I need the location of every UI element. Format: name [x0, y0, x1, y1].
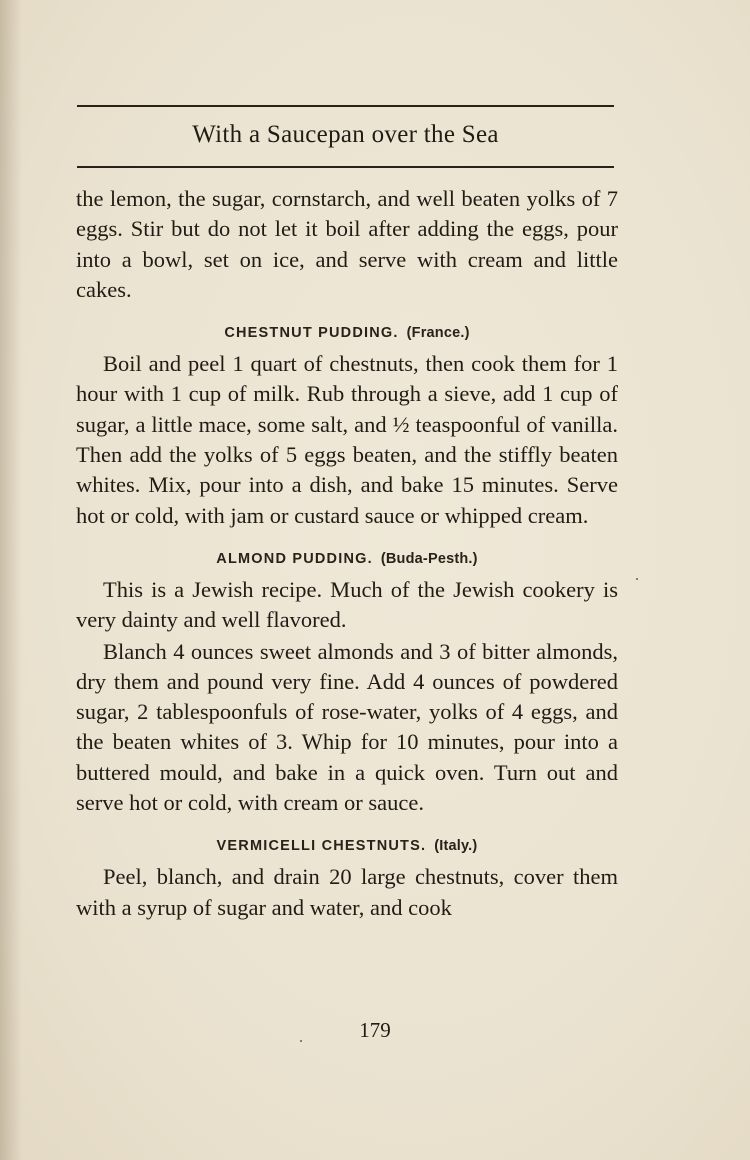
body-text: [76, 184, 618, 923]
paragraph-chestnut-pudding: Boil and peel 1 quart of chestnuts, then cook them for 1 hour with 1 cup of milk. Rub through a sieve, add 1 cup of sugar, a little mace, some salt, and ½ teaspoonful of vanilla. Then add the yolks of 5 eggs beaten, and the stiffly beaten whites. Mix, pour into a dish, and bake 15 minutes. Serve hot or cold, with jam or custard sauce or whipped cream.: [76, 351, 618, 528]
paper-speck: [636, 578, 638, 580]
paragraph-vermicelli-chestnuts: Peel, blanch, and drain 20 large chestnuts, cover them with a syrup of sugar and water, and cook: [76, 864, 618, 920]
paragraph-almond-intro: This is a Jewish recipe. Much of the Jewish cookery is very dainty and well flavored.: [76, 576, 618, 633]
recipe-heading-chestnut-pudding: [76, 325, 618, 341]
page-spine-shadow: [0, 0, 22, 1160]
recipe-title: ALMOND PUDDING.: [216, 550, 373, 567]
recipe-heading-almond-pudding: [76, 551, 618, 567]
header-top-rule: [77, 105, 614, 107]
paragraph-continuation: the lemon, the sugar, cornstarch, and well beaten yolks of 7 eggs. Stir but do not let it boil after adding the eggs, pour into a bowl, set on ice, and serve with cream and little cakes.: [76, 186, 618, 302]
recipe-origin: (Buda-Pesth.): [380, 550, 478, 567]
running-head: With a Saucepan over the Sea: [192, 121, 499, 148]
header-bottom-rule: [77, 166, 614, 168]
paragraph-almond-method: Blanch 4 ounces sweet almonds and 3 of bitter almonds, dry them and pound very fine. Add 4 ounces of powdered sugar, 2 tablespoonfuls of rose-water, yolks of 4 eggs, and the beaten whites of 3. Whip for 10 minutes, pour into a buttered mould, and bake in a quick oven. Turn out and serve hot or cold, with cream or sauce.: [76, 638, 618, 816]
page-number: 179: [359, 1018, 391, 1042]
recipe-origin: (France.): [406, 325, 470, 342]
recipe-origin: (Italy.): [434, 838, 478, 855]
recipe-title: CHESTNUT PUDDING.: [224, 325, 399, 342]
paper-speck: [300, 1040, 302, 1042]
recipe-title: VERMICELLI CHESTNUTS.: [216, 838, 427, 855]
recipe-heading-vermicelli-chestnuts: [76, 838, 618, 854]
